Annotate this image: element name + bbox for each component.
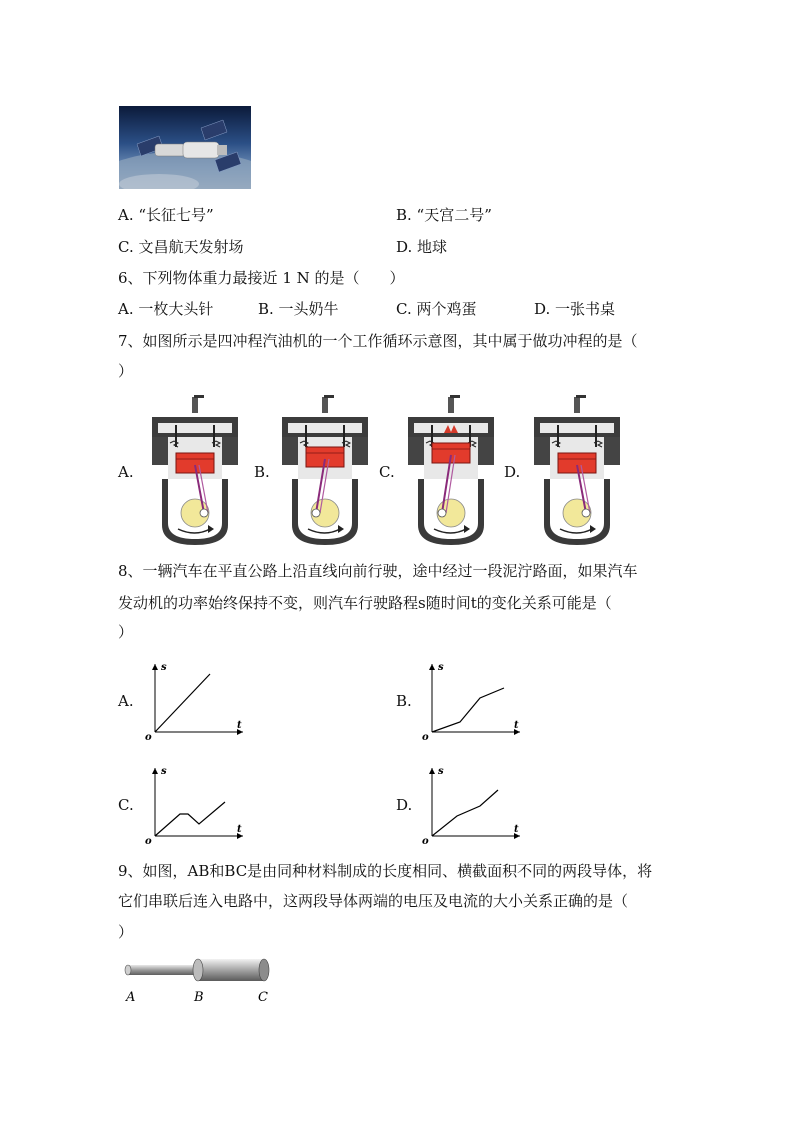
space-station-photo bbox=[119, 106, 251, 189]
q5-option-c: C. 文昌航天发射场 bbox=[118, 238, 244, 256]
engine-group bbox=[152, 395, 238, 545]
origin-label: o bbox=[145, 836, 152, 846]
crank-pin bbox=[438, 509, 446, 517]
y-axis-arrow bbox=[429, 768, 435, 774]
spark-plug-cap bbox=[324, 395, 334, 398]
q8-question-line1: 8、一辆汽车在平直公路上沿直线向前行驶，途中经过一段泥泞路面，如果汽车 bbox=[118, 562, 638, 580]
q9-question-line2: 它们串联后连入电路中，这两段导体两端的电压及电流的大小关系正确的是（ bbox=[118, 892, 629, 910]
st-graph-a bbox=[143, 656, 249, 742]
spark-plug-cap bbox=[450, 395, 460, 398]
conductor-bc bbox=[198, 959, 264, 981]
wall-left bbox=[152, 437, 168, 465]
engine-diagram-c bbox=[404, 395, 498, 547]
engine-group bbox=[408, 395, 494, 545]
spark-plug-cap bbox=[576, 395, 586, 398]
spark-plug bbox=[322, 397, 328, 413]
wall-left bbox=[408, 437, 424, 465]
axis-label-t: t bbox=[514, 720, 519, 731]
st-curve bbox=[432, 688, 504, 732]
axis-label-s: s bbox=[438, 662, 444, 673]
y-axis-arrow bbox=[152, 768, 158, 774]
axis-label-t: t bbox=[514, 824, 519, 835]
spark-plug bbox=[448, 397, 454, 413]
q7-question-line1: 7、如图所示是四冲程汽油机的一个工作循环示意图，其中属于做功冲程的是（ bbox=[118, 332, 638, 350]
axis-label-t: t bbox=[237, 720, 242, 731]
q7-label-b: B. bbox=[254, 463, 270, 481]
st-graph-c bbox=[143, 760, 249, 846]
q8-label-b: B. bbox=[396, 692, 412, 710]
crank-pin bbox=[312, 509, 320, 517]
axis-label-t: t bbox=[237, 824, 242, 835]
q6-option-c: C. 两个鸡蛋 bbox=[396, 300, 477, 318]
q5-option-d: D. 地球 bbox=[396, 238, 448, 256]
q7-label-a: A. bbox=[118, 463, 134, 481]
engine-group bbox=[534, 395, 620, 545]
q5-option-b: B. “天宫二号” bbox=[396, 206, 492, 224]
st-curve bbox=[432, 790, 498, 836]
origin-label: o bbox=[145, 732, 152, 742]
q9-question-line3: ） bbox=[118, 923, 134, 941]
q8-label-d: D. bbox=[396, 796, 413, 814]
st-graph-d bbox=[420, 760, 526, 846]
wall-right bbox=[604, 437, 620, 465]
point-c-label: C bbox=[258, 990, 268, 1005]
conductor-ab bbox=[128, 965, 200, 975]
q5-option-a: A. “长征七号” bbox=[118, 206, 214, 224]
wall-right bbox=[478, 437, 494, 465]
head-chamber bbox=[540, 423, 614, 433]
q8-label-a: A. bbox=[118, 692, 134, 710]
wall-right bbox=[352, 437, 368, 465]
st-graph-b bbox=[420, 656, 526, 742]
q8-label-c: C. bbox=[118, 796, 134, 814]
origin-label: o bbox=[422, 836, 429, 846]
q7-question-line2: ） bbox=[118, 362, 134, 380]
origin-label: o bbox=[422, 732, 429, 742]
point-b-label: B bbox=[194, 990, 204, 1005]
st-curve bbox=[155, 802, 225, 836]
engine-diagram-b bbox=[278, 395, 372, 547]
head-chamber bbox=[288, 423, 362, 433]
axis-label-s: s bbox=[161, 766, 167, 777]
y-axis-arrow bbox=[152, 664, 158, 670]
y-axis-arrow bbox=[429, 664, 435, 670]
q6-question: 6、下列物体重力最接近 1 N 的是（ ） bbox=[118, 269, 405, 287]
crank-pin bbox=[582, 509, 590, 517]
q6-option-a: A. 一枚大头针 bbox=[118, 300, 214, 318]
spark-plug-cap bbox=[194, 395, 204, 398]
wall-right bbox=[222, 437, 238, 465]
st-curve bbox=[155, 674, 210, 732]
head-chamber bbox=[158, 423, 232, 433]
q8-question-line2: 发动机的功率始终保持不变，则汽车行驶路程s随时间t的变化关系可能是（ bbox=[118, 594, 612, 612]
conductor-diagram bbox=[122, 955, 282, 1005]
spark-plug bbox=[574, 397, 580, 413]
point-a-label: A bbox=[126, 990, 136, 1005]
q7-label-c: C. bbox=[379, 463, 395, 481]
engine-group bbox=[282, 395, 368, 545]
axis-label-s: s bbox=[161, 662, 167, 673]
engine-diagram-a bbox=[148, 395, 242, 547]
q9-question-line1: 9、如图，AB和BC是由同种材料制成的长度相同、横截面积不同的两段导体，将 bbox=[118, 862, 653, 880]
q6-option-d: D. 一张书桌 bbox=[534, 300, 616, 318]
wall-left bbox=[534, 437, 550, 465]
engine-diagram-d bbox=[530, 395, 624, 547]
q8-question-line3: ） bbox=[118, 623, 134, 641]
q6-option-b: B. 一头奶牛 bbox=[258, 300, 339, 318]
wall-left bbox=[282, 437, 298, 465]
q7-label-d: D. bbox=[504, 463, 521, 481]
head-chamber bbox=[414, 423, 488, 433]
spark-plug bbox=[192, 397, 198, 413]
crank-pin bbox=[200, 509, 208, 517]
axis-label-s: s bbox=[438, 766, 444, 777]
